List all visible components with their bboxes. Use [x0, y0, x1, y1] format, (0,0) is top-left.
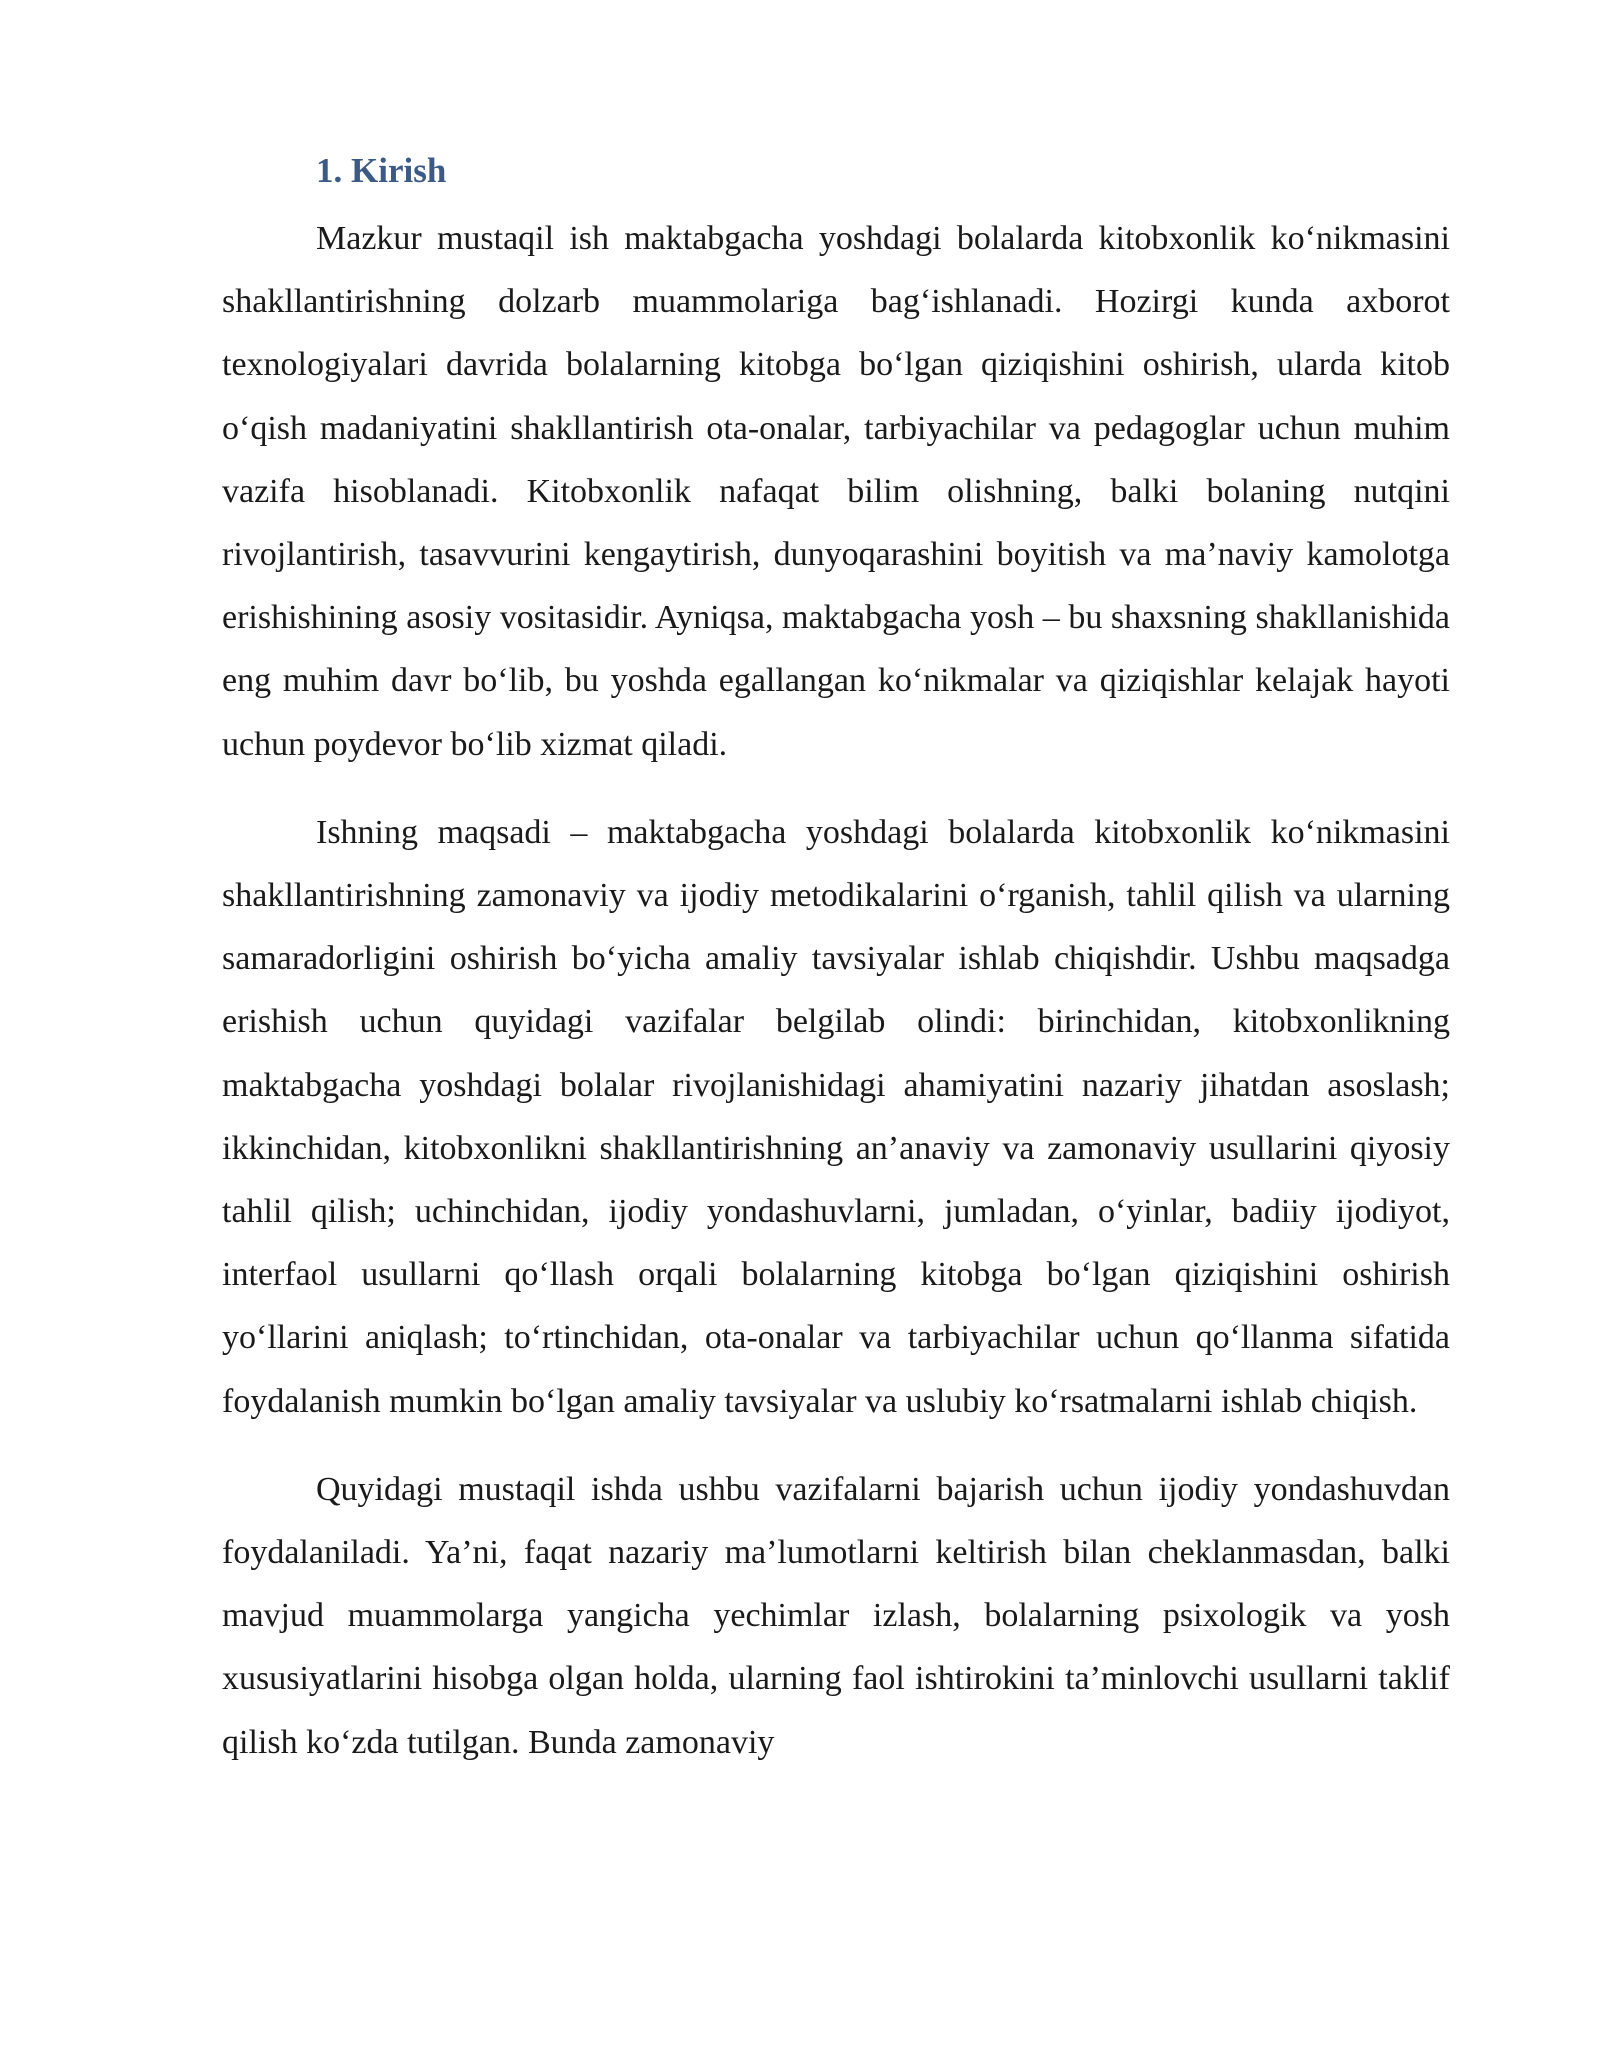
document-body — [222, 147, 1450, 1774]
paragraph-approach: Quyidagi mustaqil ishda ushbu vazifalarni bajarish uchun ijodiy yondashuvdan foydalaniladi. Ya’ni, faqat nazariy ma’lumotlarni keltirish bilan cheklanmasdan, balki mavjud muammolarga yangicha yechimlar izlash, bolalarning psixologik va yosh xususiyatlarini hisobga olgan holda, ularning faol ishtirokini ta’minlovchi usullarni taklif qilish ko‘zda tutilgan. Bunda zamonaviy — [222, 1470, 1450, 1761]
paragraph-aim-and-tasks: Ishning maqsadi – maktabgacha yoshdagi bolalarda kitobxonlik ko‘nikmasini shakllantirishning zamonaviy va ijodiy metodikalarini o‘rganish, tahlil qilish va ularning samaradorligini oshirish bo‘yicha amaliy tavsiyalar ishlab chiqishdir. Ushbu maqsadga erishish uchun quyidagi vazifalar belgilab olindi: birinchidan, kitobxonlikning maktabgacha yoshdagi bolalar rivojlanishidagi ahamiyatini nazariy jihatdan asoslash; ikkinchidan, kitobxonlikni shakllantirishning an’anaviy va zamonaviy usullarini qiyosiy tahlil qilish; uchinchidan, ijodiy yondashuvlarni, jumladan, o‘yinlar, badiiy ijodiyot, interfaol usullarni qo‘llash orqali bolalarning kitobga bo‘lgan qiziqishini oshirish yo‘llarini aniqlash; to‘rtinchidan, ota-onalar va tarbiyachilar uchun qo‘llanma sifatida foydalanish mumkin bo‘lgan amaliy tavsiyalar va uslubiy ko‘rsatmalarni ishlab chiqish. — [222, 813, 1450, 1420]
paragraph-introduction: Mazkur mustaqil ish maktabgacha yoshdagi bolalarda kitobxonlik ko‘nikmasini shakllantirishning dolzarb muammolariga bag‘ishlanadi. Hozirgi kunda axborot texnologiyalari davrida bolalarning kitobga bo‘lgan qiziqishini oshirish, ularda kitob o‘qish madaniyatini shakllantirish ota-onalar, tarbiyachilar va pedagoglar uchun muhim vazifa hisoblanadi. Kitobxonlik nafaqat bilim olishning, balki bolaning nutqini rivojlantirish, tasavvurini kengaytirish, dunyoqarashini boyitish va ma’naviy kamolotga erishishining asosiy vositasidir. Ayniqsa, maktabgacha yosh – bu shaxsning shakllanishida eng muhim davr bo‘lib, bu yoshda egallangan ko‘nikmalar va qiziqishlar kelajak hayoti uchun poydevor bo‘lib xizmat qiladi. — [222, 220, 1450, 763]
section-heading: 1. Kirish — [316, 151, 447, 190]
